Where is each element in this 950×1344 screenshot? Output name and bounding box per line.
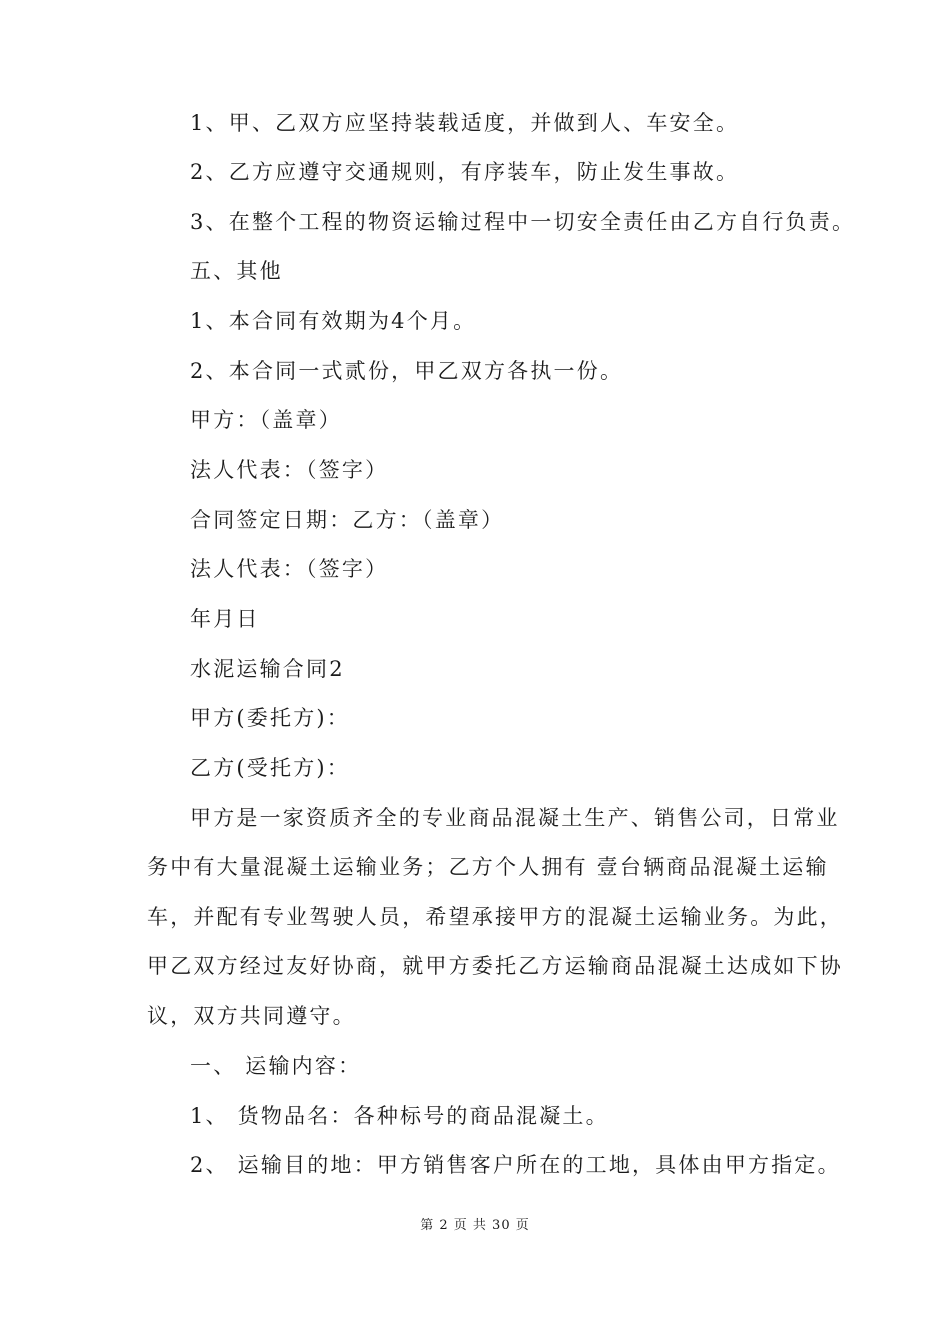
signature-line: 法人代表：（签字） bbox=[190, 557, 389, 581]
section-heading: 五、其他 bbox=[190, 259, 283, 283]
paragraph-line: 议，双方共同遵守。 bbox=[147, 1004, 356, 1028]
party-line: 乙方(受托方)： bbox=[190, 756, 350, 780]
clause-line: 2、 运输目的地：甲方销售客户所在的工地，具体由甲方指定。 bbox=[190, 1153, 841, 1177]
party-line: 甲方(委托方)： bbox=[190, 706, 350, 730]
section-heading: 一、 运输内容： bbox=[190, 1054, 362, 1078]
paragraph-line: 务中有大量混凝土运输业务；乙方个人拥有 壹台辆商品混凝土运输 bbox=[147, 855, 829, 879]
clause-line: 2、本合同一式贰份，甲乙双方各执一份。 bbox=[190, 359, 624, 383]
paragraph-line: 车，并配有专业驾驶人员，希望承接甲方的混凝土运输业务。为此， bbox=[147, 905, 843, 929]
date-line: 年月日 bbox=[190, 607, 260, 631]
document-title: 水泥运输合同2 bbox=[190, 657, 345, 681]
clause-line: 2、乙方应遵守交通规则，有序装车，防止发生事故。 bbox=[190, 160, 740, 184]
signature-line: 合同签定日期：乙方：（盖章） bbox=[190, 508, 505, 532]
signature-line: 甲方：（盖章） bbox=[190, 408, 342, 432]
paragraph-line: 甲方是一家资质齐全的专业商品混凝土生产、销售公司，日常业 bbox=[190, 806, 840, 830]
clause-line: 1、甲、乙双方应坚持装载适度，并做到人、车安全。 bbox=[190, 111, 740, 135]
clause-line: 3、在整个工程的物资运输过程中一切安全责任由乙方自行负责。 bbox=[190, 210, 856, 234]
clause-line: 1、 货物品名：各种标号的商品混凝土。 bbox=[190, 1104, 609, 1128]
page-footer: 第 2 页 共 30 页 bbox=[420, 1218, 530, 1233]
signature-line: 法人代表：（签字） bbox=[190, 458, 389, 482]
clause-line: 1、本合同有效期为4个月。 bbox=[190, 309, 477, 333]
paragraph-line: 甲乙双方经过友好协商，就甲方委托乙方运输商品混凝土达成如下协 bbox=[147, 954, 843, 978]
